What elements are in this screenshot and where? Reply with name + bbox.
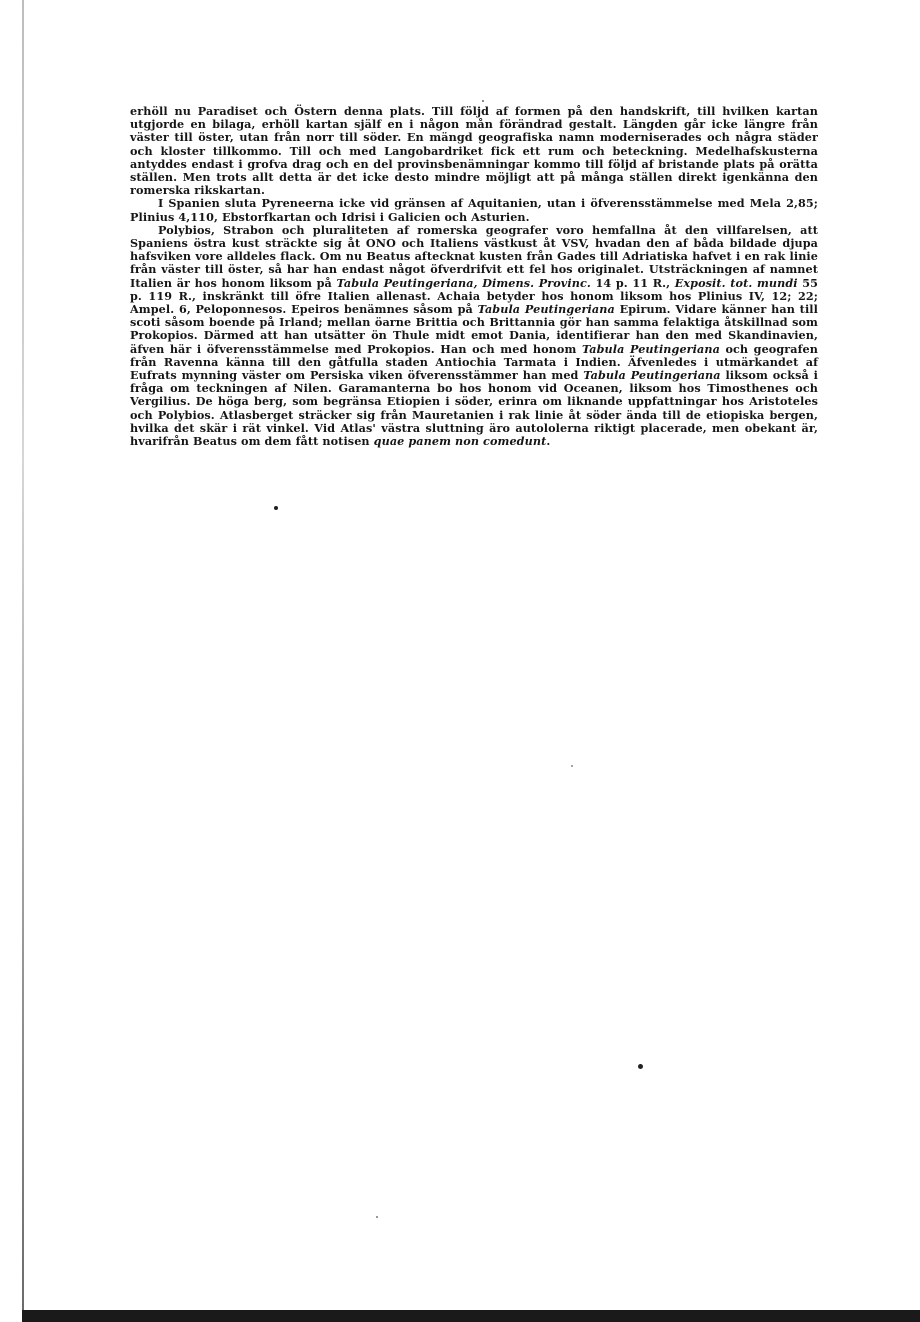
scan-speck <box>482 100 484 102</box>
italic-text-run: Exposit. tot. mundi <box>674 275 798 290</box>
text-run: 14 p. 11 R., <box>590 275 675 290</box>
scan-speck <box>571 765 573 767</box>
text-run: . <box>546 434 551 449</box>
text-run: I Spanien sluta Pyreneerna icke vid gränsen af Aquitanien, utan i öfverensstämmelse med Mela 2,85; Plinius 4,110, Ebstorfkartan och Idrisi i Galicien och Asturien. <box>130 196 818 224</box>
scan-speck <box>274 506 278 510</box>
text-run: erhöll nu Paradiset och Östern denna plats. Till följd af formen på den handskrift, till hvilken kartan utgjorde en bilaga, erhöll kartan själf en i någon mån förändrad gestalt. Längden går icke längre från väster till öster, utan från norr till söder. En mängd geografiska namn moderniserades och några städer och kloster tillkommo. Till och med Langobardriket fick ett rum och beteckning. Medelhafskusterna antyddes endast i grofva drag och en del provinsbenämningar kommo till följd af bristande plats på orätta ställen. Men trots allt detta är det icke desto mindre möjligt att på många ställen direkt igenkänna den romerska rikskartan. <box>130 104 818 198</box>
scan-speck <box>638 1064 643 1069</box>
paragraph <box>130 197 818 223</box>
paragraph <box>130 224 818 448</box>
scan-left-edge <box>22 0 24 1322</box>
italic-text-run: Tabula Peutingeriana <box>581 341 720 356</box>
italic-text-run: Tabula Peutingeriana <box>583 368 721 383</box>
text-run: Polybios, Strabon och pluraliteten af romerska geografer voro hemfallna åt den villfarelsen, att Spaniens östra kust sträckte sig åt ONO och Italiens västkust åt VSV, hvadan den af båda bildade djupa hafsviken vore alldeles flack. Om nu Beatus aftecknat kusten från Gades till Adriatiska hafvet i en rak linie från väster till öster, så har han endast något öfverdrifvit ett fel hos originalet. Utsträckningen af namnet Italien är hos honom liksom på <box>130 222 818 290</box>
italic-text-run: Tabula Peutingeriana, Dimens. Provinc. <box>336 275 591 290</box>
italic-text-run: quae panem non comedunt <box>373 434 547 449</box>
scan-speck <box>376 1216 378 1218</box>
italic-text-run: Tabula Peutingeriana <box>477 302 615 317</box>
body-text <box>130 105 818 448</box>
text-run: liksom också i fråga om teckningen af Nilen. Garamanterna bo hos honom vid Oceanen, liksom hos Timosthenes och Vergilius. De höga berg, som begränsa Etiopien i söder, erinra om liknande uppfattningar hos Aristoteles och Polybios. Atlasberget sträcker sig från Mauretanien i rak linie åt söder ända till de etiopiska bergen, hvilka det skär i rät vinkel. Vid Atlas' västra sluttning äro autololerna riktigt placerade, men obekant är, hvarifrån Beatus om dem fått notisen <box>130 368 819 449</box>
text-run: 55 p. 119 R., inskränkt till öfre Italien allenast. Achaia betyder hos honom liksom hos Plinius IV, 12; 22; Ampel. 6, Peloponnesos. Epeiros benämnes såsom på <box>130 275 819 317</box>
scan-bottom-edge <box>22 1310 920 1322</box>
text-run: Epirum. Vidare känner han till scoti såsom boende på Irland; mellan öarne Brittia och Brittannia gör han samma felaktiga åtskillnad som Prokopios. Därmed att han utsätter ön Thule midt emot Dania, identifierar han den med Skandinavien, äfven här i öfverensstämmelse med Prokopios. Han och med honom <box>130 302 818 356</box>
text-run: och geografen från Ravenna känna till den gåtfulla staden Antiochia Tarmata i Indien. Äfvenledes i utmärkandet af Eufrats mynning väster om Persiska viken öfverensstämmer han med <box>130 341 819 383</box>
paragraph <box>130 105 818 197</box>
